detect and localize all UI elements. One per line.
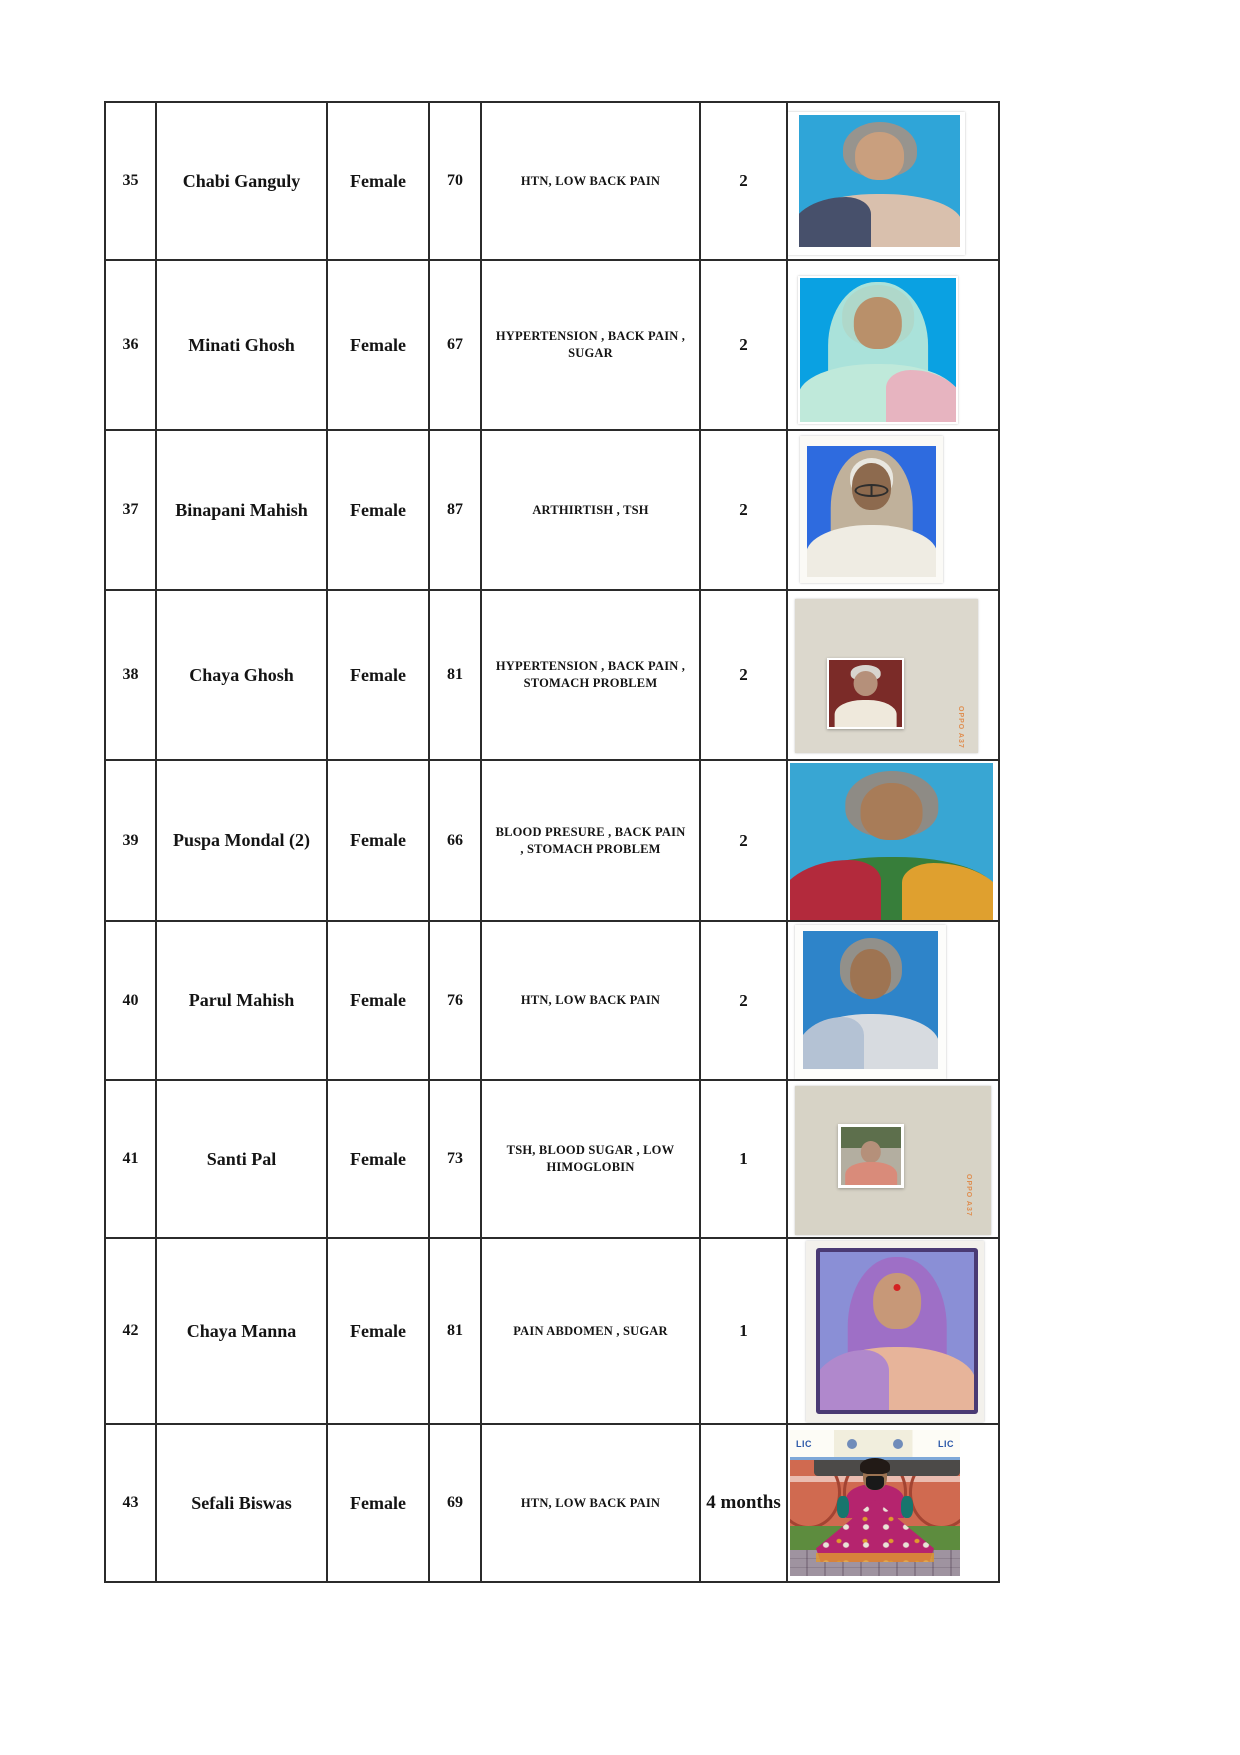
name-cell: [157, 1081, 328, 1237]
photo-background: [803, 931, 938, 1069]
serial-number: 38: [122, 666, 139, 683]
conditions-text: HTN, LOW BACK PAIN: [520, 993, 661, 1008]
serial-cell: [106, 591, 157, 759]
gender-cell: [328, 103, 430, 259]
age-value: 66: [447, 831, 463, 849]
table-row-42: [106, 1239, 998, 1425]
blouse-arm: [901, 1496, 913, 1518]
photo-background: [790, 763, 993, 920]
serial-cell: [106, 1081, 157, 1237]
duration-value: 2: [739, 665, 748, 684]
person-name: Chabi Ganguly: [182, 170, 301, 191]
face-shape: [861, 1141, 881, 1163]
table-row-36: [106, 261, 998, 431]
banner-text: LIC: [937, 1438, 954, 1449]
blouse-shape: [799, 197, 871, 247]
sari-hem: [816, 1553, 934, 1562]
gender-value: Female: [350, 1320, 406, 1341]
duration-value: 4 months: [706, 1492, 781, 1513]
camera-watermark: OPPO A37: [965, 1173, 972, 1217]
beneficiary-table: [104, 101, 1000, 1583]
red-sari-shape: [790, 860, 881, 920]
yellow-sari-shape: [902, 863, 993, 920]
outdoor-photo: [790, 1430, 960, 1576]
photo-background: [807, 446, 936, 577]
garment-shape: [834, 700, 897, 729]
photo-on-paper: [795, 599, 978, 753]
gender-cell: [328, 922, 430, 1079]
age-cell: [430, 922, 482, 1079]
serial-number: 42: [122, 1322, 139, 1339]
serial-cell: [106, 261, 157, 429]
age-value: 87: [447, 501, 463, 518]
photo-cell: [788, 761, 998, 920]
pink-sari-shape: [886, 370, 956, 422]
age-value: 73: [447, 1150, 463, 1167]
age-cell: [430, 591, 482, 759]
portrait-photo: [798, 276, 958, 424]
gender-value: Female: [350, 1492, 406, 1513]
serial-cell: [106, 103, 157, 259]
banner-text: LIC: [796, 1438, 812, 1449]
bindi-dot: [894, 1284, 901, 1291]
person-name: Parul Mahish: [188, 990, 295, 1010]
name-cell: [157, 591, 328, 759]
age-cell: [430, 1425, 482, 1581]
name-cell: [157, 261, 328, 429]
age-cell: [430, 761, 482, 920]
face-shape: [850, 949, 892, 999]
name-cell: [157, 1239, 328, 1423]
conditions-cell: [482, 103, 701, 259]
conditions-cell: [482, 922, 701, 1079]
conditions-text: HTN, LOW BACK PAIN: [520, 173, 661, 188]
duration-cell: [701, 591, 788, 759]
age-cell: [430, 1239, 482, 1423]
conditions-cell: [482, 431, 701, 589]
duration-value: 1: [739, 1321, 748, 1340]
person-name: Chaya Ghosh: [189, 664, 294, 685]
duration-cell: [701, 922, 788, 1079]
serial-number: 36: [122, 336, 139, 353]
small-photo: [827, 658, 904, 729]
gender-cell: [328, 761, 430, 920]
name-cell: [157, 761, 328, 920]
serial-number: 40: [122, 991, 139, 1009]
small-photo: [838, 1124, 904, 1188]
person-name: Binapani Mahish: [175, 499, 308, 520]
conditions-cell: [482, 761, 701, 920]
age-cell: [430, 103, 482, 259]
table-row-39: [106, 761, 998, 922]
conditions-text: TSH, BLOOD SUGAR , LOW HIMOGLOBIN: [506, 1143, 675, 1174]
photo-cell: [788, 1239, 998, 1423]
person-name: Minati Ghosh: [188, 334, 295, 355]
person-name: Chaya Manna: [186, 1320, 297, 1341]
banner-logo-dot: [893, 1439, 903, 1449]
photo-background: [820, 1252, 974, 1410]
hair-shape: [860, 1458, 890, 1474]
seated-woman: [815, 1462, 935, 1562]
age-value: 81: [447, 1322, 463, 1339]
dupatta-fold-shape: [820, 1350, 889, 1410]
shawl-fold-shape: [803, 1017, 864, 1069]
blouse-arm: [837, 1496, 849, 1518]
duration-value: 1: [739, 1149, 748, 1168]
face-shape: [860, 783, 923, 840]
gender-cell: [328, 591, 430, 759]
spectacles-shape: [854, 484, 889, 497]
person-name: Santi Pal: [206, 1148, 277, 1169]
table-row-43: [106, 1425, 998, 1581]
duration-cell: [701, 103, 788, 259]
photo-background: [799, 115, 960, 247]
duration-cell: [701, 1081, 788, 1237]
photo-cell: [788, 431, 998, 589]
serial-number: 43: [122, 1494, 139, 1511]
person-name: Sefali Biswas: [191, 1492, 292, 1513]
age-value: 81: [447, 666, 463, 683]
photo-cell: [788, 261, 998, 429]
gender-cell: [328, 431, 430, 589]
conditions-text: PAIN ABDOMEN , SUGAR: [513, 1323, 668, 1338]
conditions-text: HTN, LOW BACK PAIN: [520, 1495, 661, 1510]
name-cell: [157, 431, 328, 589]
duration-cell: [701, 761, 788, 920]
face-mask: [866, 1476, 884, 1490]
name-cell: [157, 103, 328, 259]
gender-value: Female: [350, 170, 406, 191]
gender-cell: [328, 1239, 430, 1423]
age-cell: [430, 431, 482, 589]
serial-cell: [106, 1239, 157, 1423]
portrait-photo: [795, 925, 946, 1079]
sari-shape: [807, 525, 936, 577]
serial-number: 37: [122, 501, 139, 518]
portrait-photo: [800, 436, 943, 583]
duration-value: 2: [739, 500, 748, 519]
face-shape: [854, 297, 902, 349]
photo-cell: [788, 922, 998, 1079]
table-row-40: [106, 922, 998, 1081]
serial-number: 35: [122, 172, 139, 189]
name-cell: [157, 1425, 328, 1581]
age-value: 70: [447, 172, 463, 189]
framed-portrait-photo: [806, 1241, 984, 1422]
gender-value: Female: [350, 499, 406, 520]
photo-background: [800, 278, 956, 422]
sari-shape: [845, 1162, 897, 1188]
duration-value: 2: [739, 830, 748, 850]
gender-value: Female: [350, 830, 406, 850]
duration-cell: [701, 1425, 788, 1581]
gender-value: Female: [350, 664, 406, 685]
conditions-text: BLOOD PRESURE , BACK PAIN , STOMACH PROBLEM: [495, 824, 686, 856]
conditions-text: HYPERTENSION , BACK PAIN , STOMACH PROBLEM: [495, 659, 686, 690]
age-value: 69: [447, 1494, 463, 1511]
gender-value: Female: [350, 334, 406, 355]
duration-value: 2: [739, 990, 748, 1010]
table-row-41: [106, 1081, 998, 1239]
serial-cell: [106, 922, 157, 1079]
duration-value: 2: [739, 335, 748, 354]
serial-cell: [106, 1425, 157, 1581]
portrait-photo: [790, 763, 993, 920]
gender-value: Female: [350, 990, 406, 1010]
table-row-35: [106, 103, 998, 261]
banner-shape: [790, 1430, 960, 1460]
photo-cell: [788, 103, 998, 259]
head-shape: [863, 1462, 887, 1490]
serial-cell: [106, 761, 157, 920]
face-shape: [853, 671, 878, 696]
photo-cell: [788, 591, 998, 759]
serial-number: 39: [122, 831, 139, 849]
duration-value: 2: [739, 171, 748, 190]
conditions-cell: [482, 591, 701, 759]
gender-cell: [328, 1081, 430, 1237]
camera-watermark: OPPO A37: [957, 705, 964, 749]
conditions-cell: [482, 1239, 701, 1423]
age-cell: [430, 261, 482, 429]
duration-cell: [701, 431, 788, 589]
conditions-cell: [482, 1081, 701, 1237]
portrait-photo: [788, 112, 965, 255]
banner-logo-dot: [847, 1439, 857, 1449]
photo-cell: [788, 1425, 998, 1581]
conditions-cell: [482, 261, 701, 429]
person-name: Puspa Mondal (2): [172, 830, 311, 850]
face-shape: [873, 1273, 921, 1330]
duration-cell: [701, 261, 788, 429]
gender-cell: [328, 261, 430, 429]
age-value: 67: [447, 336, 463, 353]
photo-on-paper: [795, 1086, 991, 1235]
gender-value: Female: [350, 1148, 406, 1169]
conditions-text: HYPERTENSION , BACK PAIN , SUGAR: [495, 329, 686, 360]
age-cell: [430, 1081, 482, 1237]
serial-cell: [106, 431, 157, 589]
name-cell: [157, 922, 328, 1079]
conditions-cell: [482, 1425, 701, 1581]
photo-cell: [788, 1081, 998, 1237]
table-row-38: [106, 591, 998, 761]
gender-cell: [328, 1425, 430, 1581]
serial-number: 41: [122, 1150, 139, 1167]
duration-cell: [701, 1239, 788, 1423]
age-value: 76: [447, 991, 463, 1009]
table-row-37: [106, 431, 998, 591]
photo-frame: [816, 1248, 978, 1414]
face-shape: [855, 132, 905, 180]
conditions-text: ARTHIRTISH , TSH: [532, 502, 649, 517]
